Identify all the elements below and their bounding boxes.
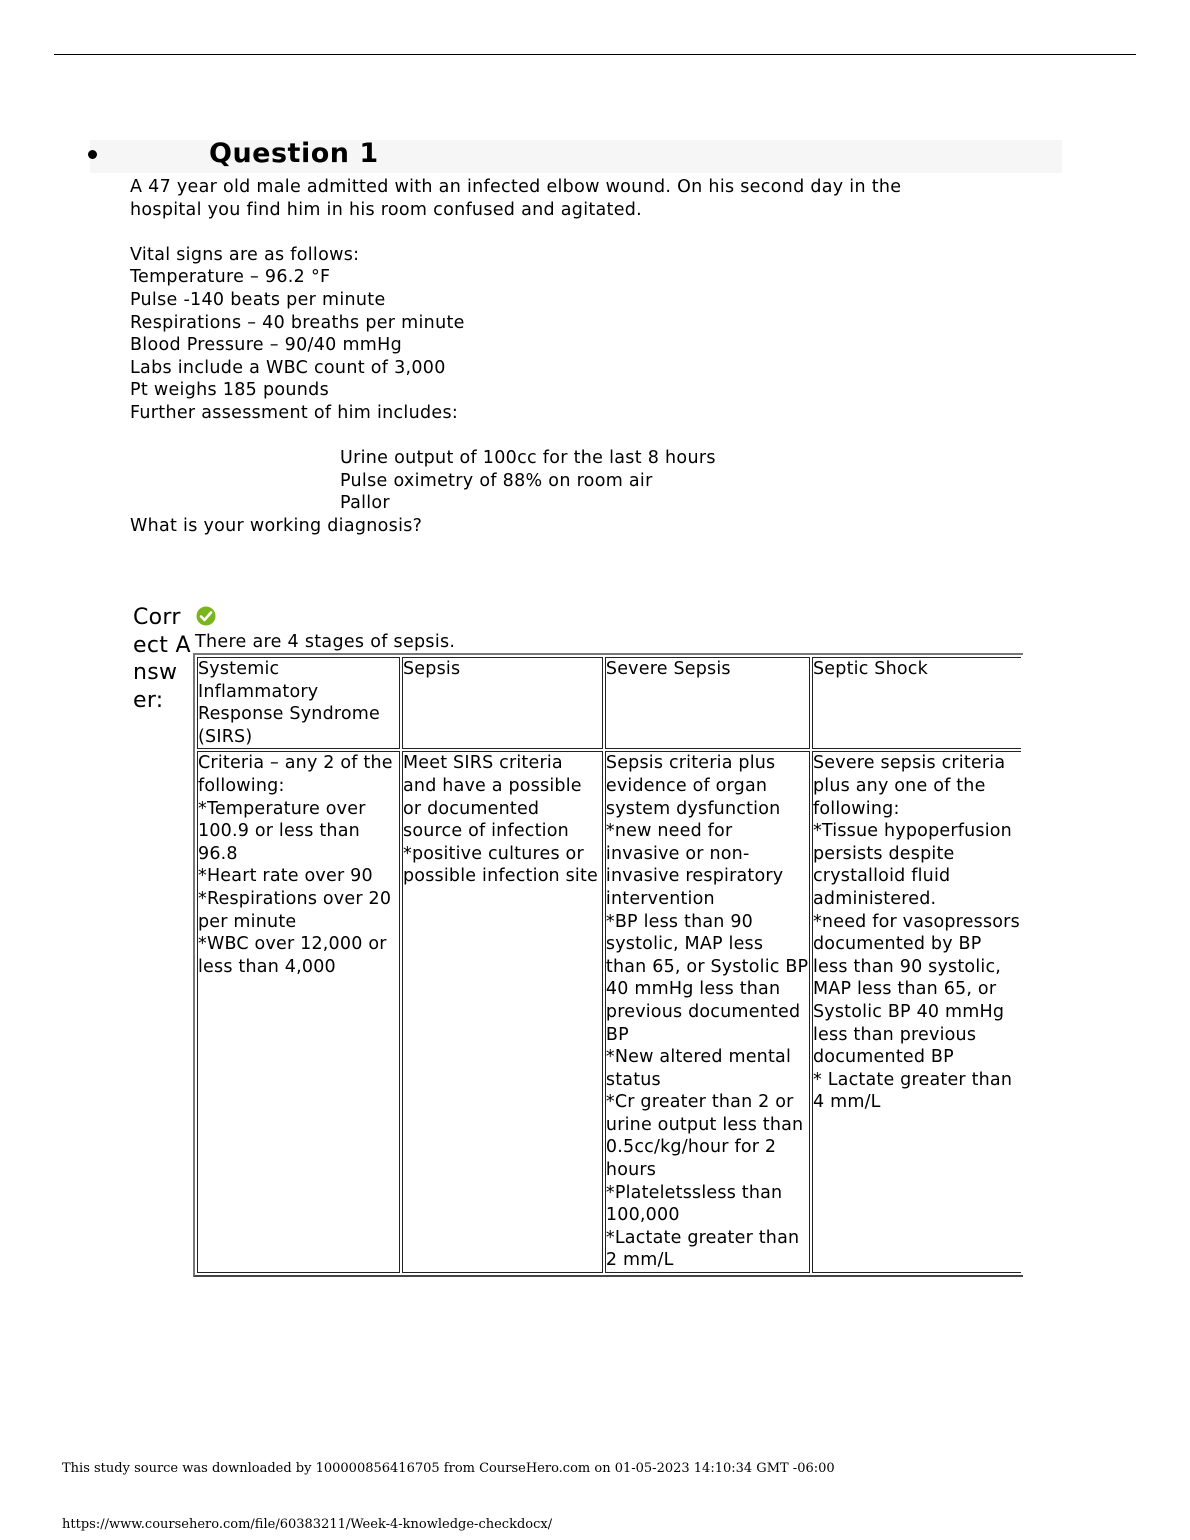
top-divider	[54, 54, 1136, 55]
sepsis-stages-table	[193, 653, 1023, 1277]
header-cell-septic-shock: Septic Shock	[812, 657, 1021, 749]
vital-line: Temperature – 96.2 °F	[130, 267, 331, 288]
cell-line: *BP less than 90 systolic, MAP less than 65, or Systolic BP 40 mmHg less than previous documented BP	[605, 911, 809, 1045]
header-cell-sepsis: Sepsis	[402, 657, 603, 749]
question-title: Question 1	[209, 138, 379, 169]
question-paragraph-line: hospital you find him in his room confused and agitated.	[130, 199, 643, 220]
header-cell-sirs: Systemic Inflammatory Response Syndrome (SIRS)	[197, 657, 400, 749]
cell-line: *need for vasopressors documented by BP less than 90 systolic, MAP less than 65, or Systolic BP 40 mmHg less than previous documented BP	[812, 911, 1020, 1068]
assessment-line: Pulse oximetry of 88% on room air	[340, 470, 653, 491]
vital-line: Further assessment of him includes:	[130, 402, 459, 423]
bullet-icon	[88, 150, 97, 159]
cell-sirs-criteria	[197, 751, 400, 1273]
vital-line: Pulse -140 beats per minute	[130, 289, 386, 310]
source-url: https://www.coursehero.com/file/60383211/Week-4-knowledge-checkdocx/	[62, 1517, 553, 1532]
download-source-note: This study source was downloaded by 100000856416705 from CourseHero.com on 01-05-2023 14:10:34 GMT -06:00	[62, 1461, 835, 1476]
cell-line: *Cr greater than 2 or urine output less than 0.5cc/kg/hour for 2 hours	[605, 1092, 804, 1181]
question-body	[130, 176, 901, 538]
cell-line: Meet SIRS criteria and have a possible or documented source of infection	[403, 753, 582, 842]
cell-sepsis-criteria	[402, 751, 603, 1273]
cell-line: *Lactate greater than 2 mm/L	[605, 1227, 800, 1271]
vital-line: Blood Pressure – 90/40 mmHg	[130, 335, 403, 356]
vitals-heading: Vital signs are as follows:	[130, 244, 360, 265]
assessment-line: Pallor	[340, 493, 390, 514]
cell-line: *WBC over 12,000 or less than 4,000	[198, 934, 387, 977]
cell-septic-shock-criteria	[812, 751, 1021, 1273]
cell-line: Sepsis criteria plus evidence of organ system dysfunction	[605, 753, 781, 819]
table-header-row	[197, 657, 1021, 749]
cell-severe-sepsis-criteria	[605, 751, 810, 1273]
vital-line: Pt weighs 185 pounds	[130, 380, 329, 401]
stages-intro: There are 4 stages of sepsis.	[195, 632, 456, 652]
assessment-line: Urine output of 100cc for the last 8 hours	[340, 448, 716, 469]
question-prompt: What is your working diagnosis?	[130, 515, 423, 536]
correct-answer-label: Correct Answer:	[133, 605, 191, 713]
cell-line: *Heart rate over 90	[198, 866, 373, 887]
question-paragraph-line: A 47 year old male admitted with an infected elbow wound. On his second day in the	[130, 177, 902, 197]
checkmark-circle-icon	[196, 606, 216, 626]
header-cell-severe-sepsis: Severe Sepsis	[605, 657, 810, 749]
cell-line: * Lactate greater than 4 mm/L	[812, 1069, 1013, 1113]
cell-line: *positive cultures or possible infection site	[403, 843, 599, 887]
table-row	[197, 751, 1021, 1273]
vital-line: Labs include a WBC count of 3,000	[130, 357, 446, 378]
cell-line: *Respirations over 20 per minute	[198, 888, 392, 932]
cell-line: *New altered mental status	[605, 1047, 792, 1090]
cell-line: Criteria – any 2 of the following:	[198, 753, 393, 796]
cell-line: *new need for invasive or non-invasive respiratory intervention	[605, 821, 784, 909]
vital-line: Respirations – 40 breaths per minute	[130, 312, 465, 333]
cell-line: Severe sepsis criteria plus any one of the following:	[812, 753, 1006, 819]
cell-line: *Tissue hypoperfusion persists despite crystalloid fluid administered.	[812, 821, 1012, 909]
cell-line: *Temperature over 100.9 or less than 96.8	[198, 798, 366, 864]
cell-line: *Plateletssless than 100,000	[605, 1182, 783, 1226]
